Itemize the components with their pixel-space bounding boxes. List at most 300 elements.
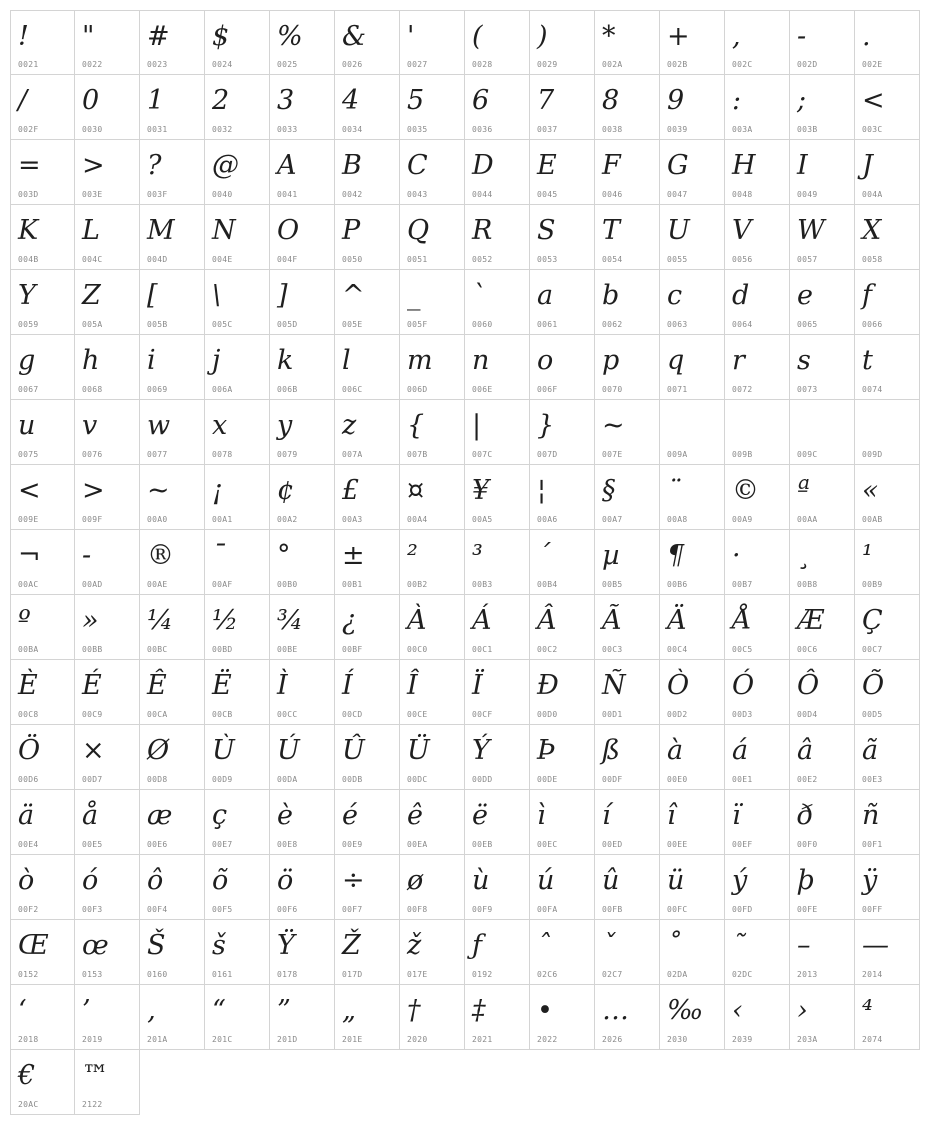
glyph-cell-00f9	[465, 855, 530, 920]
glyph-char: B	[342, 150, 362, 181]
glyph-cell-00ae	[140, 530, 205, 595]
glyph-char: P	[342, 215, 361, 246]
glyph-code: 2074	[862, 1035, 883, 1044]
glyph-cell-0042	[335, 140, 400, 205]
glyph-code: 00F1	[862, 840, 883, 849]
glyph-cell-201e	[335, 985, 400, 1050]
glyph-char: t	[862, 345, 873, 376]
glyph-code: 00AD	[82, 580, 103, 589]
glyph-char: >	[82, 475, 105, 506]
glyph-code: 003D	[18, 190, 39, 199]
glyph-code: 2039	[732, 1035, 753, 1044]
glyph-code: 00D6	[18, 775, 39, 784]
glyph-char: ™	[82, 1060, 109, 1091]
glyph-code: 004D	[147, 255, 168, 264]
glyph-char: Ø	[147, 735, 170, 766]
glyph-code: 0063	[667, 320, 688, 329]
glyph-char: .	[862, 21, 871, 52]
glyph-cell-00d1	[595, 660, 660, 725]
glyph-char: #	[147, 21, 170, 52]
glyph-code: 2022	[537, 1035, 558, 1044]
glyph-char: ó	[82, 865, 99, 896]
glyph-cell-00eb	[465, 790, 530, 855]
glyph-code: 00DE	[537, 775, 558, 784]
glyph-cell-0044	[465, 140, 530, 205]
glyph-code: 201C	[212, 1035, 233, 1044]
glyph-cell-00ce	[400, 660, 465, 725]
glyph-code: 00C7	[862, 645, 883, 654]
glyph-char: '	[407, 21, 415, 52]
glyph-char: “	[212, 995, 226, 1026]
glyph-cell-00a6	[530, 465, 595, 530]
glyph-cell-0057	[790, 205, 855, 270]
glyph-cell-0067	[10, 335, 75, 400]
glyph-code: 0038	[602, 125, 623, 134]
glyph-code: 00FC	[667, 905, 688, 914]
glyph-cell-0078	[205, 400, 270, 465]
glyph-cell-0076	[75, 400, 140, 465]
glyph-char: 2	[212, 85, 230, 116]
glyph-char: i	[147, 345, 156, 376]
glyph-code: 20AC	[18, 1100, 39, 1109]
glyph-cell-0192	[465, 920, 530, 985]
glyph-cell-00ef	[725, 790, 790, 855]
glyph-cell-2026	[595, 985, 660, 1050]
glyph-code: 0178	[277, 970, 298, 979]
glyph-code: 2026	[602, 1035, 623, 1044]
glyph-cell-2021	[465, 985, 530, 1050]
glyph-code: 0026	[342, 60, 363, 69]
glyph-cell-00ee	[660, 790, 725, 855]
glyph-code: 0051	[407, 255, 428, 264]
glyph-char: õ	[212, 865, 229, 896]
glyph-code: 00BD	[212, 645, 233, 654]
glyph-cell-009a	[660, 400, 725, 465]
glyph-char: À	[407, 605, 427, 636]
glyph-char: %	[277, 21, 303, 52]
glyph-char: )	[537, 21, 548, 52]
glyph-code: 005A	[82, 320, 103, 329]
glyph-code: 0029	[537, 60, 558, 69]
glyph-char: \	[212, 280, 222, 311]
glyph-code: 00AC	[18, 580, 39, 589]
glyph-cell-004d	[140, 205, 205, 270]
glyph-code: 2020	[407, 1035, 428, 1044]
glyph-code: 0025	[277, 60, 298, 69]
glyph-char: £	[342, 475, 360, 506]
glyph-char: Æ	[797, 605, 825, 636]
glyph-cell-0040	[205, 140, 270, 205]
glyph-cell-0036	[465, 75, 530, 140]
glyph-cell-0056	[725, 205, 790, 270]
glyph-code: 201D	[277, 1035, 298, 1044]
glyph-code: 00BF	[342, 645, 363, 654]
glyph-cell-00b7	[725, 530, 790, 595]
glyph-cell-005d	[270, 270, 335, 335]
glyph-cell-00c7	[855, 595, 920, 660]
glyph-cell-0058	[855, 205, 920, 270]
glyph-char: ,	[732, 21, 741, 52]
glyph-code: 0024	[212, 60, 233, 69]
glyph-char: f	[862, 280, 872, 311]
glyph-code: 00DC	[407, 775, 428, 784]
glyph-code: 00B3	[472, 580, 493, 589]
glyph-char: e	[797, 280, 813, 311]
glyph-code: 0067	[18, 385, 39, 394]
glyph-code: 00D0	[537, 710, 558, 719]
glyph-cell-002c	[725, 10, 790, 75]
glyph-cell-00e0	[660, 725, 725, 790]
glyph-cell-007b	[400, 400, 465, 465]
glyph-code: 0047	[667, 190, 688, 199]
glyph-char: ˚	[667, 930, 681, 961]
glyph-char: —	[862, 930, 889, 961]
glyph-char: é	[342, 800, 358, 831]
glyph-code: 00A7	[602, 515, 623, 524]
glyph-code: 0078	[212, 450, 233, 459]
glyph-cell-005b	[140, 270, 205, 335]
glyph-code: 00EA	[407, 840, 428, 849]
glyph-code: 0152	[18, 970, 39, 979]
glyph-code: 00F9	[472, 905, 493, 914]
glyph-cell-00d2	[660, 660, 725, 725]
glyph-char: ¦	[537, 475, 547, 506]
glyph-cell-00be	[270, 595, 335, 660]
glyph-char: ³	[472, 540, 483, 571]
glyph-char: ⁴	[862, 995, 873, 1026]
glyph-char: M	[147, 215, 175, 246]
glyph-code: 005B	[147, 320, 168, 329]
glyph-char: É	[82, 670, 102, 701]
glyph-code: 00E9	[342, 840, 363, 849]
glyph-char: G	[667, 150, 689, 181]
glyph-code: 00A4	[407, 515, 428, 524]
glyph-char: j	[212, 345, 221, 376]
glyph-code: 007E	[602, 450, 623, 459]
glyph-code: 0153	[82, 970, 103, 979]
glyph-cell-0060	[465, 270, 530, 335]
glyph-code: 00F8	[407, 905, 428, 914]
glyph-cell-00ca	[140, 660, 205, 725]
glyph-char: 4	[342, 85, 360, 116]
glyph-cell-003a	[725, 75, 790, 140]
glyph-cell-00f7	[335, 855, 400, 920]
glyph-char: Ó	[732, 670, 755, 701]
glyph-cell-0026	[335, 10, 400, 75]
glyph-code: 005C	[212, 320, 233, 329]
glyph-cell-00f8	[400, 855, 465, 920]
glyph-cell-00da	[270, 725, 335, 790]
glyph-code: 2122	[82, 1100, 103, 1109]
glyph-code: 0031	[147, 125, 168, 134]
glyph-code: 00DD	[472, 775, 493, 784]
glyph-cell-00bc	[140, 595, 205, 660]
glyph-char: »	[82, 605, 99, 636]
glyph-cell-0048	[725, 140, 790, 205]
glyph-cell-00a0	[140, 465, 205, 530]
glyph-code: 00A9	[732, 515, 753, 524]
glyph-cell-0054	[595, 205, 660, 270]
glyph-char: †	[407, 995, 421, 1026]
glyph-cell-0025	[270, 10, 335, 75]
glyph-cell-00e6	[140, 790, 205, 855]
glyph-code: 2014	[862, 970, 883, 979]
glyph-cell-004b	[10, 205, 75, 270]
glyph-char: J	[862, 150, 873, 181]
glyph-char: y	[277, 410, 293, 441]
glyph-code: 003E	[82, 190, 103, 199]
glyph-char: Ê	[147, 670, 167, 701]
glyph-cell-00fe	[790, 855, 855, 920]
glyph-code: 002F	[18, 125, 39, 134]
glyph-cell-007a	[335, 400, 400, 465]
glyph-char: „	[342, 995, 356, 1026]
glyph-cell-00a3	[335, 465, 400, 530]
glyph-code: 005D	[277, 320, 298, 329]
glyph-code: 00E2	[797, 775, 818, 784]
glyph-code: 0034	[342, 125, 363, 134]
glyph-cell-0063	[660, 270, 725, 335]
glyph-cell-00fa	[530, 855, 595, 920]
glyph-cell-002e	[855, 10, 920, 75]
glyph-code: 2013	[797, 970, 818, 979]
glyph-code: 00B6	[667, 580, 688, 589]
glyph-char: W	[797, 215, 825, 246]
glyph-cell-00ad	[75, 530, 140, 595]
glyph-code: 002A	[602, 60, 623, 69]
glyph-cell-2014	[855, 920, 920, 985]
glyph-char: á	[732, 735, 749, 766]
glyph-cell-00c1	[465, 595, 530, 660]
glyph-char: Ž	[342, 930, 361, 961]
glyph-char: O	[277, 215, 300, 246]
glyph-char: Z	[82, 280, 101, 311]
glyph-cell-2018	[10, 985, 75, 1050]
glyph-code: 00B9	[862, 580, 883, 589]
glyph-char: ƒ	[472, 930, 482, 961]
glyph-cell-0041	[270, 140, 335, 205]
glyph-char: ˜	[732, 930, 746, 961]
glyph-char: å	[82, 800, 99, 831]
glyph-code: 00EB	[472, 840, 493, 849]
glyph-code: 00CE	[407, 710, 428, 719]
glyph-char: ê	[407, 800, 423, 831]
glyph-cell-00c8	[10, 660, 75, 725]
glyph-char: k	[277, 345, 294, 376]
glyph-char: ú	[537, 865, 555, 896]
glyph-char: a	[537, 280, 554, 311]
glyph-cell-00d9	[205, 725, 270, 790]
glyph-char: ‚	[147, 995, 156, 1026]
glyph-cell-002a	[595, 10, 660, 75]
glyph-cell-007c	[465, 400, 530, 465]
glyph-char: æ	[147, 800, 173, 831]
glyph-cell-004c	[75, 205, 140, 270]
glyph-code: 0050	[342, 255, 363, 264]
glyph-code: 00CC	[277, 710, 298, 719]
glyph-cell-00c3	[595, 595, 660, 660]
glyph-char: >	[82, 150, 105, 181]
glyph-code: 00C0	[407, 645, 428, 654]
glyph-code: 00D4	[797, 710, 818, 719]
glyph-code: 0032	[212, 125, 233, 134]
glyph-code: 00DB	[342, 775, 363, 784]
glyph-cell-0074	[855, 335, 920, 400]
glyph-code: 02DC	[732, 970, 753, 979]
glyph-char: Ð	[537, 670, 559, 701]
glyph-code: 0057	[797, 255, 818, 264]
glyph-code: 0023	[147, 60, 168, 69]
glyph-code: 007A	[342, 450, 363, 459]
glyph-code: 002B	[667, 60, 688, 69]
glyph-char: c	[667, 280, 683, 311]
glyph-code: 017D	[342, 970, 363, 979]
glyph-char: ¢	[277, 475, 295, 506]
glyph-cell-006f	[530, 335, 595, 400]
glyph-cell-00a7	[595, 465, 660, 530]
glyph-code: 006B	[277, 385, 298, 394]
glyph-char: *	[602, 21, 616, 52]
glyph-code: 003F	[147, 190, 168, 199]
glyph-code: 00FB	[602, 905, 623, 914]
glyph-char: $	[212, 21, 230, 52]
glyph-cell-0028	[465, 10, 530, 75]
glyph-cell-0037	[530, 75, 595, 140]
glyph-cell-0073	[790, 335, 855, 400]
glyph-char: p	[602, 345, 620, 376]
glyph-cell-0053	[530, 205, 595, 270]
glyph-code: 0033	[277, 125, 298, 134]
glyph-cell-00d8	[140, 725, 205, 790]
glyph-code: 006C	[342, 385, 363, 394]
glyph-code: 00B5	[602, 580, 623, 589]
glyph-cell-00e5	[75, 790, 140, 855]
glyph-code: 0045	[537, 190, 558, 199]
glyph-cell-0046	[595, 140, 660, 205]
glyph-cell-02da	[660, 920, 725, 985]
glyph-code: 0079	[277, 450, 298, 459]
glyph-cell-00dd	[465, 725, 530, 790]
glyph-char: Ç	[862, 605, 883, 636]
glyph-cell-0160	[140, 920, 205, 985]
glyph-char: F	[602, 150, 621, 181]
glyph-code: 00BB	[82, 645, 103, 654]
glyph-code: 00B0	[277, 580, 298, 589]
glyph-code: 0022	[82, 60, 103, 69]
glyph-char: ›	[797, 995, 808, 1026]
glyph-char: E	[537, 150, 557, 181]
glyph-cell-0039	[660, 75, 725, 140]
glyph-cell-002b	[660, 10, 725, 75]
glyph-cell-0033	[270, 75, 335, 140]
glyph-char: ²	[407, 540, 418, 571]
glyph-cell-00d5	[855, 660, 920, 725]
glyph-cell-00cc	[270, 660, 335, 725]
glyph-code: 201E	[342, 1035, 363, 1044]
glyph-code: 0075	[18, 450, 39, 459]
glyph-char: K	[18, 215, 39, 246]
glyph-char: [	[147, 280, 158, 311]
glyph-char: V	[732, 215, 752, 246]
glyph-char: Ü	[407, 735, 430, 766]
glyph-code: 00F6	[277, 905, 298, 914]
glyph-char: g	[18, 345, 36, 376]
glyph-code: 006A	[212, 385, 233, 394]
glyph-char: n	[472, 345, 490, 376]
glyph-cell-003c	[855, 75, 920, 140]
glyph-char: =	[18, 150, 41, 181]
glyph-cell-00b4	[530, 530, 595, 595]
glyph-char: -	[82, 540, 92, 571]
glyph-code: 02DA	[667, 970, 688, 979]
glyph-code: 00CA	[147, 710, 168, 719]
glyph-cell-00ab	[855, 465, 920, 530]
glyph-char: –	[797, 930, 811, 961]
glyph-char: ;	[797, 85, 807, 116]
glyph-char: 0	[82, 85, 100, 116]
glyph-cell-0079	[270, 400, 335, 465]
glyph-char: ë	[472, 800, 488, 831]
glyph-char: ù	[472, 865, 490, 896]
glyph-code: 0069	[147, 385, 168, 394]
glyph-char: ¿	[342, 605, 357, 636]
glyph-cell-00e2	[790, 725, 855, 790]
glyph-code: 007D	[537, 450, 558, 459]
glyph-cell-0066	[855, 270, 920, 335]
glyph-cell-009f	[75, 465, 140, 530]
glyph-char: b	[602, 280, 620, 311]
glyph-code: 00C5	[732, 645, 753, 654]
glyph-cell-00a8	[660, 465, 725, 530]
glyph-code: 0072	[732, 385, 753, 394]
glyph-cell-00b9	[855, 530, 920, 595]
glyph-code: 009E	[18, 515, 39, 524]
glyph-cell-00f2	[10, 855, 75, 920]
glyph-char: î	[667, 800, 676, 831]
glyph-cell-00c9	[75, 660, 140, 725]
glyph-char: ç	[212, 800, 228, 831]
glyph-code: 00D7	[82, 775, 103, 784]
glyph-code: 0160	[147, 970, 168, 979]
glyph-code: 003B	[797, 125, 818, 134]
glyph-char: è	[277, 800, 293, 831]
glyph-code: 00B7	[732, 580, 753, 589]
glyph-cell-00a2	[270, 465, 335, 530]
glyph-cell-00bd	[205, 595, 270, 660]
glyph-char: ]	[277, 280, 288, 311]
glyph-code: 00AA	[797, 515, 818, 524]
glyph-grid	[10, 10, 920, 1115]
glyph-code: 0071	[667, 385, 688, 394]
glyph-code: 0040	[212, 190, 233, 199]
glyph-cell-004e	[205, 205, 270, 270]
glyph-cell-007e	[595, 400, 660, 465]
glyph-cell-00cd	[335, 660, 400, 725]
glyph-code: 00D5	[862, 710, 883, 719]
glyph-char: µ	[602, 540, 620, 571]
glyph-char: Â	[537, 605, 557, 636]
glyph-cell-0065	[790, 270, 855, 335]
glyph-cell-005a	[75, 270, 140, 335]
glyph-char: -	[797, 21, 807, 52]
glyph-code: 009F	[82, 515, 103, 524]
glyph-code: 0060	[472, 320, 493, 329]
glyph-char: S	[537, 215, 556, 246]
glyph-code: 00E8	[277, 840, 298, 849]
glyph-code: 00B1	[342, 580, 363, 589]
glyph-code: 00FE	[797, 905, 818, 914]
glyph-cell-00de	[530, 725, 595, 790]
